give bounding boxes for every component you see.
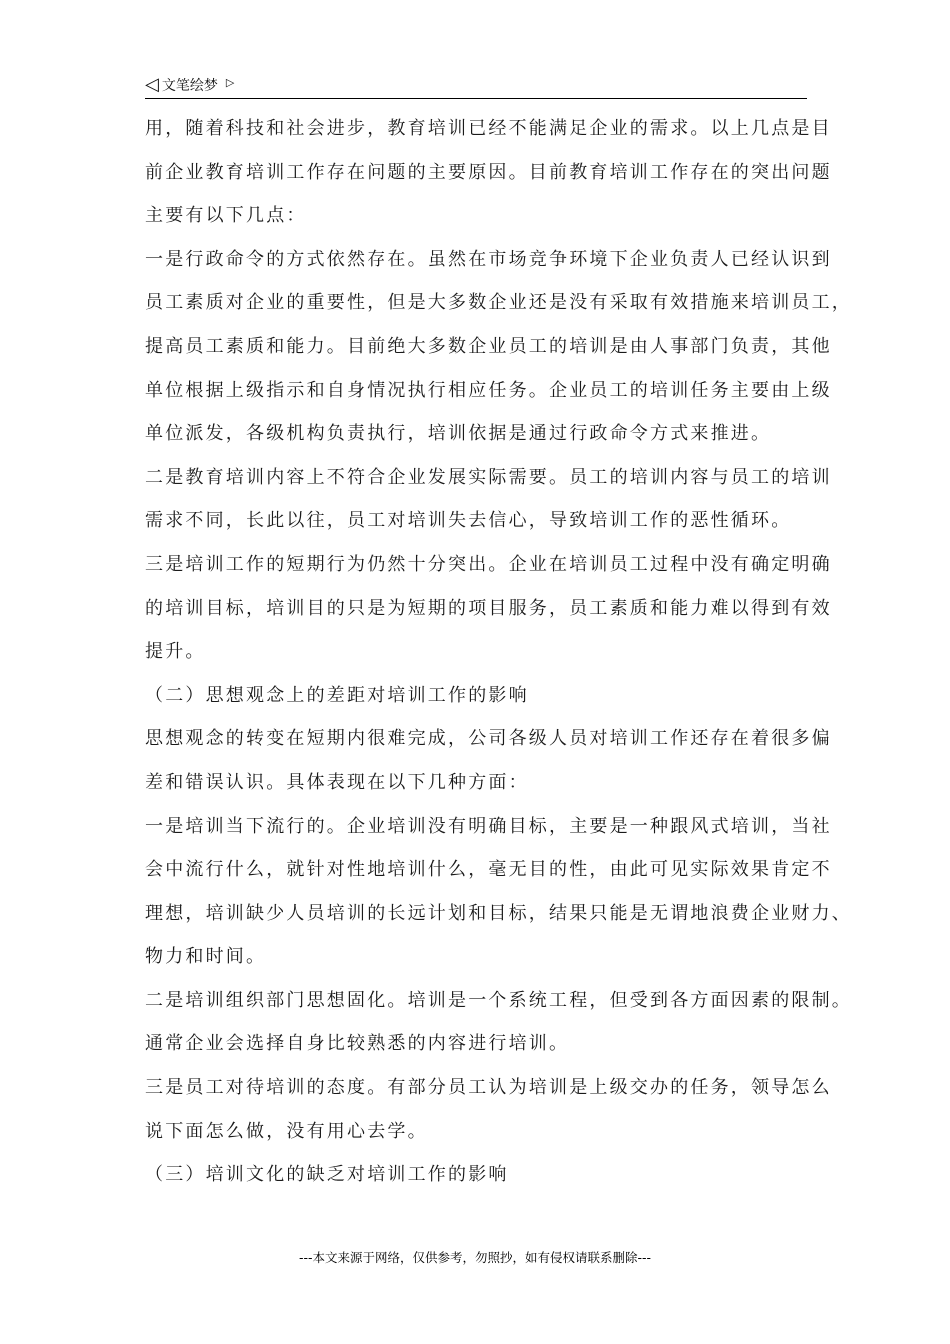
text-line: 单位派发，各级机构负责执行，培训依据是通过行政命令方式来推进。 [145,423,772,445]
section-heading: （三）培训文化的缺乏对培训工作的影响 [145,1164,509,1186]
text-line: 二是教育培训内容上不符合企业发展实际需要。员工的培训内容与员工的培训 [145,466,832,488]
page-header [145,74,807,99]
header-title: 文笔绘梦 [161,78,218,94]
section-heading: （二）思想观念上的差距对培训工作的影响 [145,684,529,706]
text-line: 会中流行什么，就针对性地培训什么，毫无目的性，由此可见实际效果肯定不 [145,859,832,881]
text-line: 二是培训组织部门思想固化。培训是一个系统工程，但受到各方面因素的限制。 [145,989,852,1011]
text-line: 前企业教育培训工作存在问题的主要原因。目前教育培训工作存在的突出问题 [145,161,832,183]
text-line: 说下面怎么做，没有用心去学。 [145,1120,428,1142]
text-line: 三是员工对待培训的态度。有部分员工认为培训是上级交办的任务，领导怎么 [145,1077,832,1099]
text-line: 提高员工素质和能力。目前绝大多数企业员工的培训是由人事部门负责，其他 [145,335,832,357]
header-row [145,74,807,96]
text-line: 提升。 [145,641,206,663]
text-line: 主要有以下几点： [145,205,307,227]
right-triangle-icon: ▷ [225,75,235,89]
footer-disclaimer: ---本文来源于网络，仅供参考，勿照抄，如有侵权请联系删除--- [298,1250,652,1265]
text-line: 三是培训工作的短期行为仍然十分突出。企业在培训员工过程中没有确定明确 [145,553,832,575]
text-line: 员工素质对企业的重要性，但是大多数企业还是没有采取有效措施来培训员工， [145,292,852,314]
text-line: 单位根据上级指示和自身情况执行相应任务。企业员工的培训任务主要由上级 [145,379,832,401]
text-line: 的培训目标，培训目的只是为短期的项目服务，员工素质和能力难以得到有效 [145,597,832,619]
document-body [145,112,852,1202]
text-line: 物力和时间。 [145,946,267,968]
text-line: 需求不同，长此以往，员工对培训失去信心，导致培训工作的恶性循环。 [145,510,792,532]
text-line: 通常企业会选择自身比较熟悉的内容进行培训。 [145,1033,570,1055]
text-line: 一是行政命令的方式依然存在。虽然在市场竞争环境下企业负责人已经认识到 [145,248,832,270]
text-line: 一是培训当下流行的。企业培训没有明确目标，主要是一种跟风式培训，当社 [145,815,832,837]
text-line: 理想，培训缺少人员培训的长远计划和目标，结果只能是无谓地浪费企业财力、 [145,902,852,924]
left-triangle-icon: ◁ [145,74,159,95]
text-line: 思想观念的转变在短期内很难完成，公司各级人员对培训工作还存在着很多偏 [145,728,832,750]
text-line: 用，随着科技和社会进步，教育培训已经不能满足企业的需求。以上几点是目 [145,118,832,139]
text-line: 差和错误认识。具体表现在以下几种方面： [145,771,529,793]
